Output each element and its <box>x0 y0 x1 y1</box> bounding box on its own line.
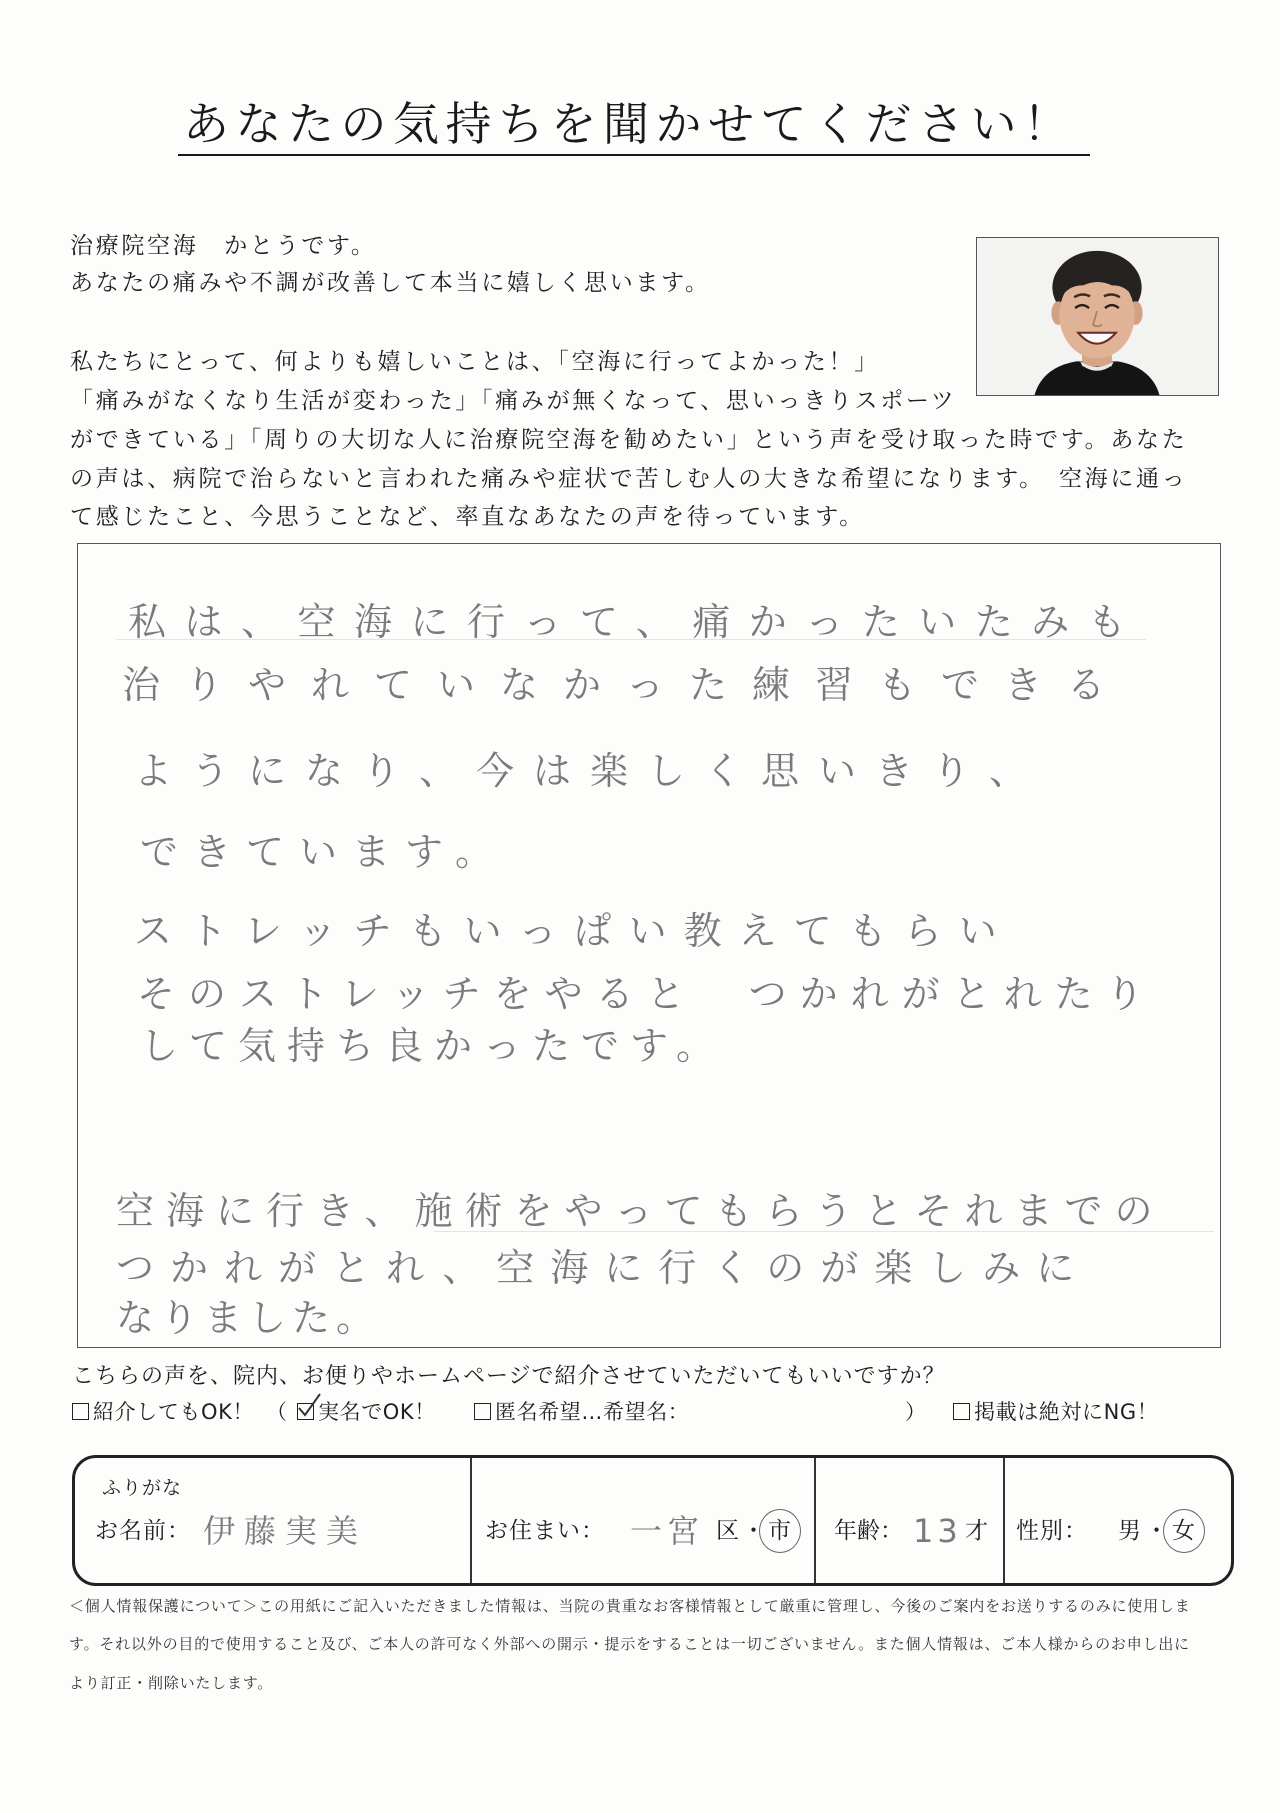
close-paren: ） <box>905 1400 926 1424</box>
gender-option-female[interactable]: 女 <box>1172 1515 1195 1547</box>
gender-separator: ・ <box>1145 1518 1168 1544</box>
gender-label: 性別： <box>1016 1518 1088 1544</box>
address-field[interactable]: 一宮 <box>630 1512 705 1550</box>
handwritten-line: 治りやれていなかった練習もできる <box>122 663 1131 707</box>
address-separator: ・ <box>742 1518 765 1544</box>
handwritten-line: なりました。 <box>116 1296 381 1340</box>
address-option-city[interactable]: 市 <box>768 1515 791 1547</box>
greeting-line: 治療院空海 かとうです。 <box>70 233 377 259</box>
age-unit: 才 <box>965 1518 989 1544</box>
name-field[interactable]: 伊藤実美 <box>203 1512 368 1550</box>
handwritten-line: できています。 <box>140 830 508 874</box>
staff-photo <box>977 238 1218 395</box>
handwritten-line: ストレッチもいっぱい教えてもらい <box>134 909 1014 953</box>
message-line: ができている」「周りの大切な人に治療院空海を勧めたい」という声を受け取った時です。あなた <box>70 427 1188 453</box>
anonymous-name-field[interactable] <box>700 1397 900 1427</box>
testimonial-text-area[interactable] <box>77 543 1221 1348</box>
handwritten-line: 私は、空海に行って、痛かったいたみも <box>128 600 1145 644</box>
page-title: あなたの気持ちを聞かせてください！ <box>183 97 1076 151</box>
furigana-label: ふりがな <box>102 1477 183 1499</box>
message-line: 「痛みがなくなり生活が変わった」「痛みが無くなって、思いっきりスポーツ <box>70 388 957 414</box>
option-label-real-name-ok: 実名でOK！ <box>318 1400 436 1424</box>
name-label: お名前： <box>95 1518 191 1544</box>
checkbox-anonymous[interactable] <box>474 1403 491 1420</box>
message-line: 私たちにとって、何よりも嬉しいことは、「空海に行ってよかった！」 <box>70 349 880 375</box>
field-divider <box>470 1458 472 1583</box>
option-label-no-publish: 掲載は絶対にNG！ <box>974 1400 1159 1424</box>
message-line: て感じたこと、今思うことなど、率直なあなたの声を待っています。 <box>70 504 865 530</box>
address-label: お住まい： <box>485 1518 605 1544</box>
privacy-notice-line: より訂正・削除いたします。 <box>69 1674 274 1692</box>
field-divider <box>1003 1458 1005 1583</box>
handwritten-line: つかれがとれ、空海に行くのが楽しみに <box>116 1246 1091 1290</box>
option-label-anonymous: 匿名希望…希望名： <box>495 1400 690 1424</box>
age-label: 年齢： <box>834 1518 903 1544</box>
address-option-ward[interactable]: 区 <box>716 1518 739 1544</box>
message-line: の声は、病院で治らないと言われた痛みや症状で苦しむ人の大きな希望になります。 空海に通っ <box>70 466 1188 492</box>
gender-option-male[interactable]: 男 <box>1118 1518 1141 1544</box>
handwritten-line: 空海に行き、施術をやってもらうとそれまでの <box>116 1189 1165 1233</box>
consent-question: こちらの声を、院内、お便りやホームページで紹介させていただいてもいいですか？ <box>72 1364 946 1389</box>
handwritten-line: して気持ち良かったです。 <box>140 1024 725 1068</box>
handwritten-line: そのストレッチをやると つかれがとれたり <box>137 972 1157 1016</box>
field-divider <box>814 1458 816 1583</box>
option-label-ok-to-introduce: 紹介してもOK！ <box>93 1400 255 1424</box>
checkbox-ok-to-introduce[interactable] <box>72 1403 89 1420</box>
title-underline <box>178 154 1090 156</box>
open-paren: （ <box>266 1400 287 1424</box>
privacy-notice-line: ＜個人情報保護について＞この用紙にご記入いただきました情報は、当院の貴重なお客様情報として厳重に管理し、今後のご案内をお送りするのみに使用しま <box>69 1597 1191 1615</box>
checkbox-no-publish[interactable] <box>953 1403 970 1420</box>
age-field[interactable]: 13 <box>913 1512 962 1550</box>
privacy-notice-line: す。それ以外の目的で使用すること及び、ご本人の許可なく外部への開示・提示をすることは一切ございません。また個人情報は、ご本人様からのお申し出に <box>69 1635 1190 1653</box>
staff-photo-frame <box>976 237 1219 396</box>
checkbox-real-name-ok[interactable] <box>297 1403 314 1420</box>
greeting-line: あなたの痛みや不調が改善して本当に嬉しく思います。 <box>70 270 711 296</box>
handwritten-line: ようになり、今は楽しく思いきり、 <box>134 749 1047 793</box>
